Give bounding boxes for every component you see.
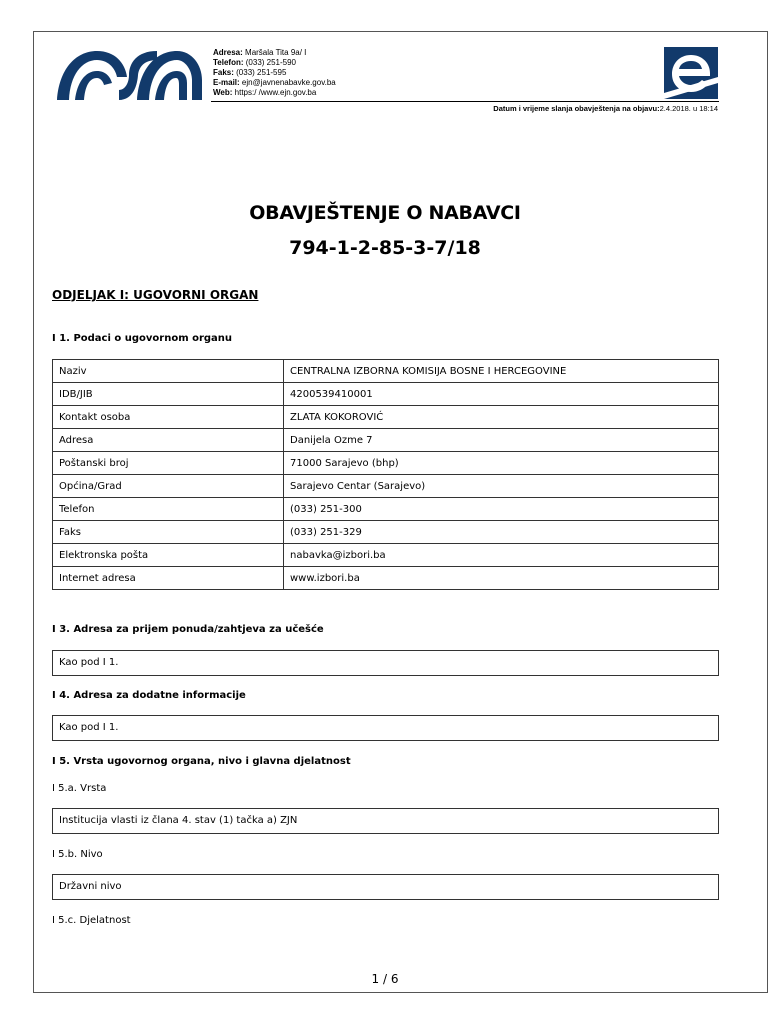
row-value: 71000 Sarajevo (bhp)	[284, 452, 719, 475]
row-label: Faks	[53, 521, 284, 544]
document-number: 794-1-2-85-3-7/18	[289, 237, 481, 259]
i5c-label: I 5.c. Djelatnost	[52, 915, 131, 926]
row-value: Sarajevo Centar (Sarajevo)	[284, 475, 719, 498]
document-title: OBAVJEŠTENJE O NABAVCI	[249, 202, 521, 224]
i5a-label: I 5.a. Vrsta	[52, 783, 107, 794]
row-value: ZLATA KOKOROVIĆ	[284, 406, 719, 429]
header-rule	[211, 101, 719, 102]
row-label: Telefon	[53, 498, 284, 521]
row-label: Kontakt osoba	[53, 406, 284, 429]
row-value: www.izbori.ba	[284, 567, 719, 590]
contracting-authority-table	[52, 359, 719, 590]
table-row	[53, 383, 719, 406]
table-row	[53, 521, 719, 544]
row-label: Naziv	[53, 360, 284, 383]
i5a-value-box: Institucija vlasti iz člana 4. stav (1) tačka a) ZJN	[52, 808, 719, 834]
page-number: 1 / 6	[371, 972, 399, 986]
email-value[interactable]: ejn@javnenabavke.gov.ba	[241, 78, 336, 87]
i5b-value-box: Državni nivo	[52, 874, 719, 900]
i4-value-box: Kao pod I 1.	[52, 715, 719, 741]
ajn-logo-icon	[57, 45, 202, 100]
section-heading: ODJELJAK I: UGOVORNI ORGAN	[52, 288, 259, 302]
ejn-logo-icon	[664, 47, 718, 99]
table-row	[53, 452, 719, 475]
table-row	[53, 498, 719, 521]
row-label: Internet adresa	[53, 567, 284, 590]
table-row	[53, 475, 719, 498]
i5-heading: I 5. Vrsta ugovornog organa, nivo i glavna djelatnost	[52, 756, 351, 767]
i1-heading: I 1. Podaci o ugovornom organu	[52, 333, 233, 344]
row-value: nabavka@izbori.ba	[284, 544, 719, 567]
table-row	[53, 406, 719, 429]
row-label: IDB/JIB	[53, 383, 284, 406]
i5b-label: I 5.b. Nivo	[52, 849, 103, 860]
i3-value-box: Kao pod I 1.	[52, 650, 719, 676]
row-label: Adresa	[53, 429, 284, 452]
row-label: Elektronska pošta	[53, 544, 284, 567]
row-label: Poštanski broj	[53, 452, 284, 475]
i3-heading: I 3. Adresa za prijem ponuda/zahtjeva za učešće	[52, 624, 324, 635]
row-value: Danijela Ozme 7	[284, 429, 719, 452]
row-label: Općina/Grad	[53, 475, 284, 498]
contact-block	[213, 48, 336, 98]
row-value: (033) 251-300	[284, 498, 719, 521]
row-value: (033) 251-329	[284, 521, 719, 544]
web-label: Web:	[213, 88, 233, 97]
sent-date	[493, 104, 718, 113]
email-label: E-mail:	[213, 78, 240, 87]
table-row	[53, 360, 719, 383]
row-value: 4200539410001	[284, 383, 719, 406]
table-row	[53, 567, 719, 590]
sent-date-label: Datum i vrijeme slanja obavještenja na objavu:	[493, 104, 660, 113]
row-value: CENTRALNA IZBORNA KOMISIJA BOSNE I HERCEGOVINE	[284, 360, 719, 383]
phone-label: Telefon:	[213, 58, 244, 67]
table-row	[53, 429, 719, 452]
sent-date-value: 2.4.2018. u 18:14	[659, 104, 718, 113]
address-value: Maršala Tita 9a/ I	[245, 48, 307, 57]
phone-value: (033) 251-590	[245, 58, 297, 67]
fax-value: (033) 251-595	[236, 68, 287, 77]
web-value[interactable]: https:/ /www.ejn.gov.ba	[234, 88, 317, 97]
i4-heading: I 4. Adresa za dodatne informacije	[52, 690, 246, 701]
table-row	[53, 544, 719, 567]
address-label: Adresa:	[213, 48, 243, 57]
fax-label: Faks:	[213, 68, 234, 77]
